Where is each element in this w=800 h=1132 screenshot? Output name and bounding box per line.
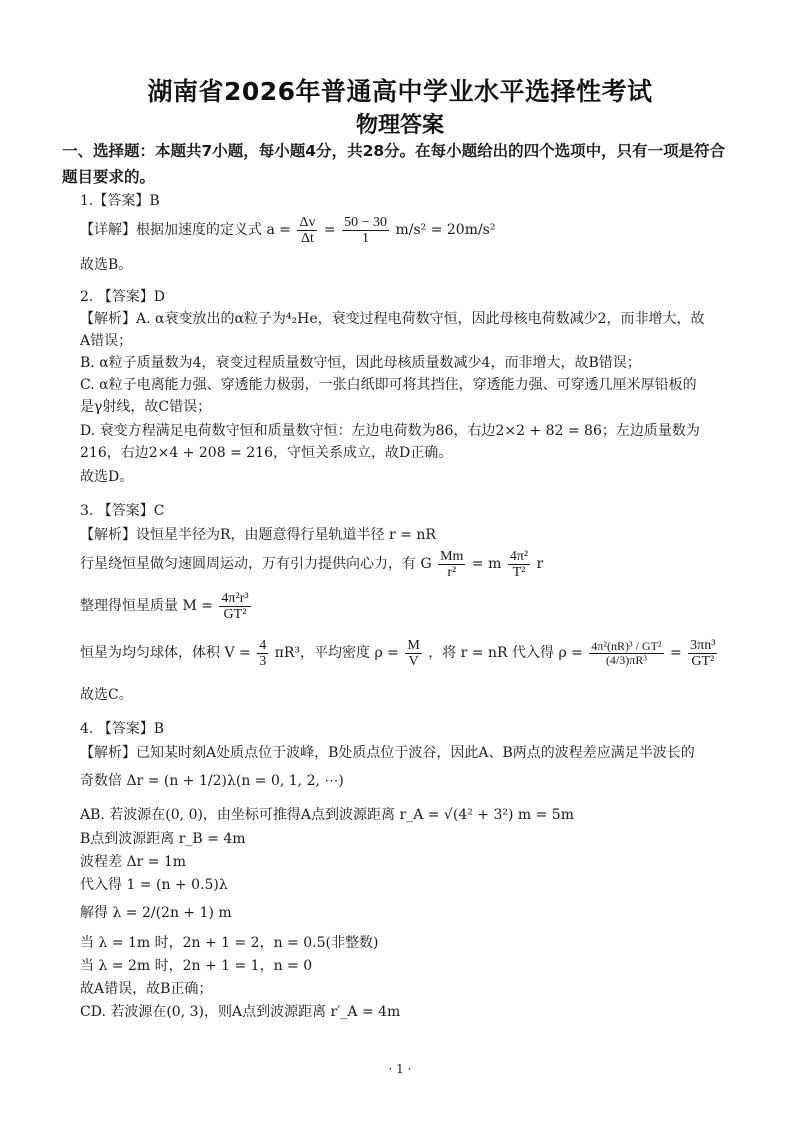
q1-f2-num: 50 − 30	[344, 214, 387, 230]
q3-l4-f1-num: 4	[259, 637, 267, 653]
q3-l3-f-num: 4π²r³	[221, 590, 249, 606]
q3-l2-f1-num: Mm	[440, 548, 464, 564]
section-heading	[62, 138, 742, 190]
q3-conclusion: 故选C。	[80, 687, 133, 703]
page-number: · 1 ·	[388, 1062, 412, 1076]
q1-conclusion: 故选B。	[80, 257, 133, 273]
q2-line-7: 216，右边2×4 + 208 = 216，守恒关系成立，故D正确。	[80, 445, 453, 461]
q4-line-8: 当 λ = 1m 时，2n + 1 = 2，n = 0.5(非整数)	[80, 935, 379, 951]
q4-line-9: 当 λ = 2m 时，2n + 1 = 1，n = 0	[80, 958, 313, 974]
q3-line-3	[80, 588, 253, 624]
q4-line-2: 奇数倍 Δr = (n + 1/2)λ(n = 0, 1, 2, ⋯)	[80, 773, 344, 789]
q3-l4-prefix: 恒星为均匀球体，体积 V =	[80, 645, 251, 661]
q3-l4-fraction-2	[405, 638, 421, 669]
q3-l2-prefix: 行星绕恒星做匀速圆周运动，万有引力提供向心力，有 G	[80, 556, 432, 572]
q4-line-5: 波程差 Δr = 1m	[80, 854, 187, 870]
q3-l2-suffix: r	[536, 556, 544, 572]
q3-line-4	[80, 632, 719, 674]
q2-answer: 2. 【答案】D	[80, 289, 166, 305]
q3-l4-fraction-3	[589, 640, 663, 667]
q1-detail-suffix: m/s² = 20m/s²	[395, 222, 496, 238]
page-title: 湖南省2026年普通高中学业水平选择性考试	[147, 77, 653, 106]
q1-f1-num: Δv	[299, 214, 316, 230]
page-subtitle: 物理答案	[355, 113, 444, 138]
q2-conclusion: 故选D。	[80, 469, 134, 485]
q4-line-4: B点到波源距离 r_B = 4m	[80, 831, 246, 847]
q2-line-2: A错误；	[80, 333, 133, 349]
q1-fraction-2	[342, 215, 389, 246]
q3-l2-mid: = m	[471, 556, 502, 572]
q3-line-1: 【解析】设恒星半径为R，由题意得行星轨道半径 r = nR	[80, 527, 436, 543]
q4-answer: 4. 【答案】B	[80, 721, 165, 737]
q3-l2-fraction-2	[508, 549, 530, 580]
q3-answer: 3. 【答案】C	[80, 503, 165, 519]
q3-l4-mid-3: =	[669, 645, 682, 661]
q1-detail-prefix: 【详解】根据加速度的定义式 a =	[80, 222, 291, 238]
q1-eq: =	[323, 222, 336, 238]
q3-l4-f4-num: 3πn³	[690, 637, 716, 653]
q4-line-1: 【解析】已知某时刻A处质点位于波峰，B处质点位于波谷，因此A、B两点的波程差应满足半波长的	[80, 745, 695, 761]
q3-l4-f3-num: 4π²(nR)³ / GT²	[591, 638, 662, 653]
q2-line-3: B. α粒子质量数为4，衰变过程质量数守恒，因此母核质量数减少4，而非增大，故B错误；	[80, 355, 641, 371]
q3-l4-fraction-1	[257, 638, 268, 669]
q2-line-4: C. α粒子电离能力强、穿透能力极弱，一张白纸即可将其挡住，穿透能力强、可穿透几厘米厚铅板的	[80, 377, 697, 393]
q3-l2-f1-den: r²	[447, 564, 457, 580]
q4-line-6: 代入得 1 = (n + 0.5)λ	[80, 877, 228, 893]
q3-l4-f3-den: (4/3)πR³	[605, 652, 647, 667]
q3-l4-f2-den: V	[408, 653, 419, 669]
q4-line-3: AB. 若波源在(0, 0)，由坐标可推得A点到波源距离 r_A = √(4² + 3²) m = 5m	[80, 807, 574, 823]
q3-l4-f2-num: M	[407, 637, 420, 653]
q2-line-1: 【解析】A. α衰变放出的α粒子为⁴₂He，衰变过程电荷数守恒，因此母核电荷数减少2，而非增大，故	[80, 311, 705, 327]
q3-l3-fraction	[219, 591, 250, 622]
section-heading-line-2: 题目要求的。	[62, 168, 156, 186]
q3-l4-f1-den: 3	[259, 653, 267, 669]
q3-l4-f4-den: GT²	[691, 653, 715, 669]
q3-line-2	[80, 546, 543, 582]
q4-line-11: CD. 若波源在(0, 3)，则A点到波源距离 r′_A = 4m	[80, 1004, 401, 1020]
q1-detail	[80, 212, 495, 248]
q3-l3-prefix: 整理得恒星质量 M =	[80, 598, 213, 614]
q1-fraction-1	[297, 215, 317, 246]
q3-l2-fraction-1	[438, 549, 465, 580]
q1-answer: 1.【答案】B	[80, 193, 160, 209]
q4-line-10: 故A错误，故B正确；	[80, 981, 213, 997]
q3-l2-f2-num: 4π²	[509, 548, 529, 564]
q3-l4-fraction-4	[688, 638, 717, 669]
q3-l2-f2-den: T²	[512, 564, 526, 580]
q2-line-6: D. 衰变方程满足电荷数守恒和质量数守恒：左边电荷数为86，右边2×2 + 82 = 86；左边质量数为	[80, 423, 700, 439]
section-heading-line-1: 一、选择题：本题共7小题，每小题4分，共28分。在每小题给出的四个选项中，只有一项是符合	[62, 142, 726, 160]
q3-l4-mid-2: ，将 r = nR 代入得 ρ =	[428, 645, 583, 661]
q2-line-5: 是γ射线，故C错误；	[80, 399, 212, 415]
q4-line-7: 解得 λ = 2/(2n + 1) m	[80, 905, 232, 921]
q3-l4-mid-1: πR³，平均密度 ρ =	[274, 645, 399, 661]
q1-f1-den: Δt	[300, 230, 314, 246]
q1-f2-den: 1	[362, 230, 370, 246]
q3-l3-f-den: GT²	[223, 606, 247, 622]
